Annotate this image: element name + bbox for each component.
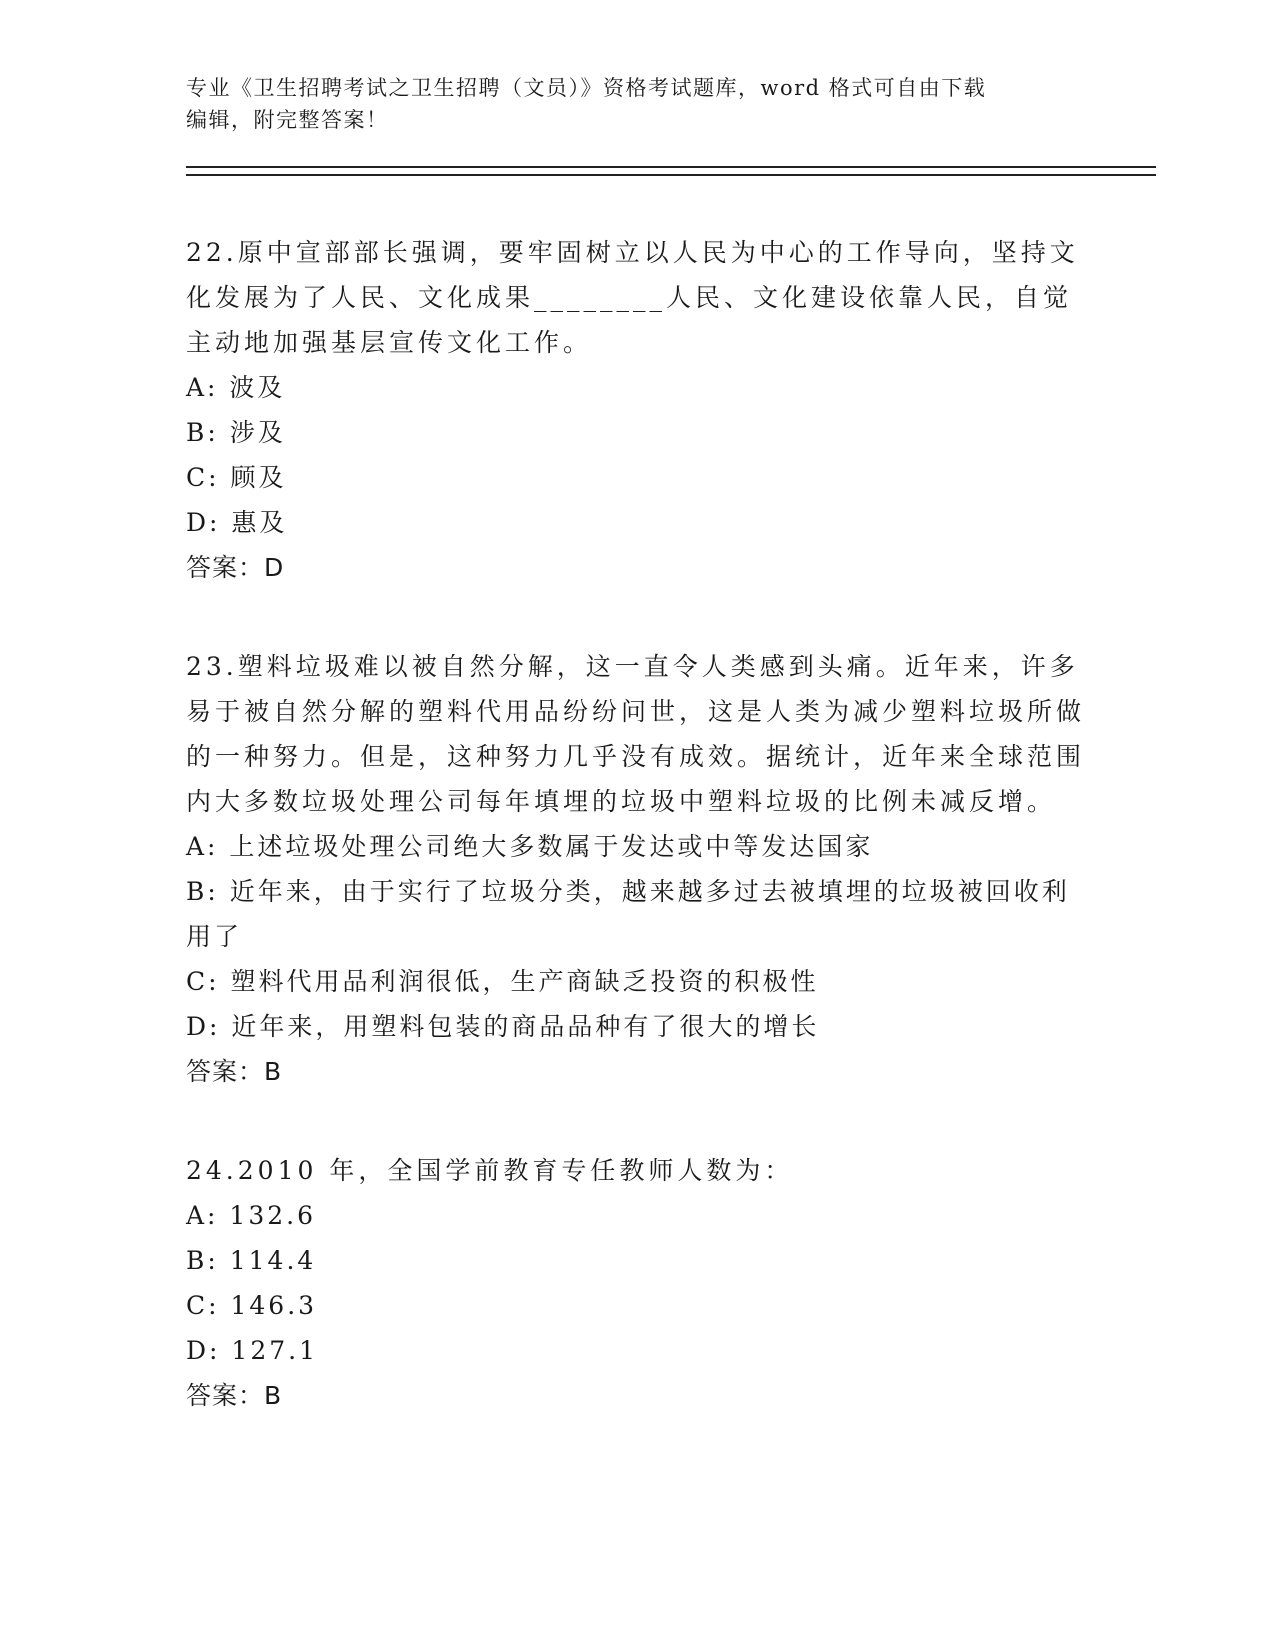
answer-line: 答案：B xyxy=(186,1381,283,1410)
document-page xyxy=(186,72,1156,1418)
question-stem: 22.原中宣部部长强调，要牢固树立以人民为中心的工作导向，坚持文化发展为了人民、文化成果________人民、文化建设依靠人民，自觉主动地加强基层宣传文化工作。 xyxy=(186,238,1079,357)
document-header xyxy=(186,72,1156,136)
option-d: D: 近年来，用塑料包装的商品品种有了很大的增长 xyxy=(186,1012,820,1041)
header-line-1: 专业《卫生招聘考试之卫生招聘（文员）》资格考试题库，word 格式可自由下载 xyxy=(186,76,987,100)
option-b: B: 近年来，由于实行了垃圾分类，越来越多过去被填埋的垃圾被回收利用了 xyxy=(186,877,1070,951)
answer-line: 答案：D xyxy=(186,553,285,582)
answer-line: 答案：B xyxy=(186,1057,283,1086)
option-b: B: 涉及 xyxy=(186,418,286,447)
option-a: A: 132.6 xyxy=(186,1201,316,1230)
header-line-2: 编辑，附完整答案！ xyxy=(186,108,389,132)
option-d: D: 惠及 xyxy=(186,508,288,537)
option-c: C: 顾及 xyxy=(186,463,287,492)
option-b: B: 114.4 xyxy=(186,1246,317,1275)
option-a: A: 波及 xyxy=(186,373,286,402)
option-d: D: 127.1 xyxy=(186,1336,318,1365)
option-a: A: 上述垃圾处理公司绝大多数属于发达或中等发达国家 xyxy=(186,832,874,861)
option-c: C: 塑料代用品利润很低，生产商缺乏投资的积极性 xyxy=(186,967,819,996)
question-stem: 24.2010 年，全国学前教育专任教师人数为： xyxy=(186,1156,794,1185)
question-22 xyxy=(186,230,1156,590)
header-divider xyxy=(186,166,1156,176)
question-23 xyxy=(186,644,1156,1094)
question-24 xyxy=(186,1148,1156,1418)
question-stem: 23.塑料垃圾难以被自然分解，这一直令人类感到头痛。近年来，许多易于被自然分解的塑料代用品纷纷问世，这是人类为减少塑料垃圾所做的一种努力。但是，这种努力几乎没有成效。据统计，近年来全球范围内大多数垃圾处理公司每年填埋的垃圾中塑料垃圾的比例未减反增。 xyxy=(186,652,1086,816)
option-c: C: 146.3 xyxy=(186,1291,318,1320)
